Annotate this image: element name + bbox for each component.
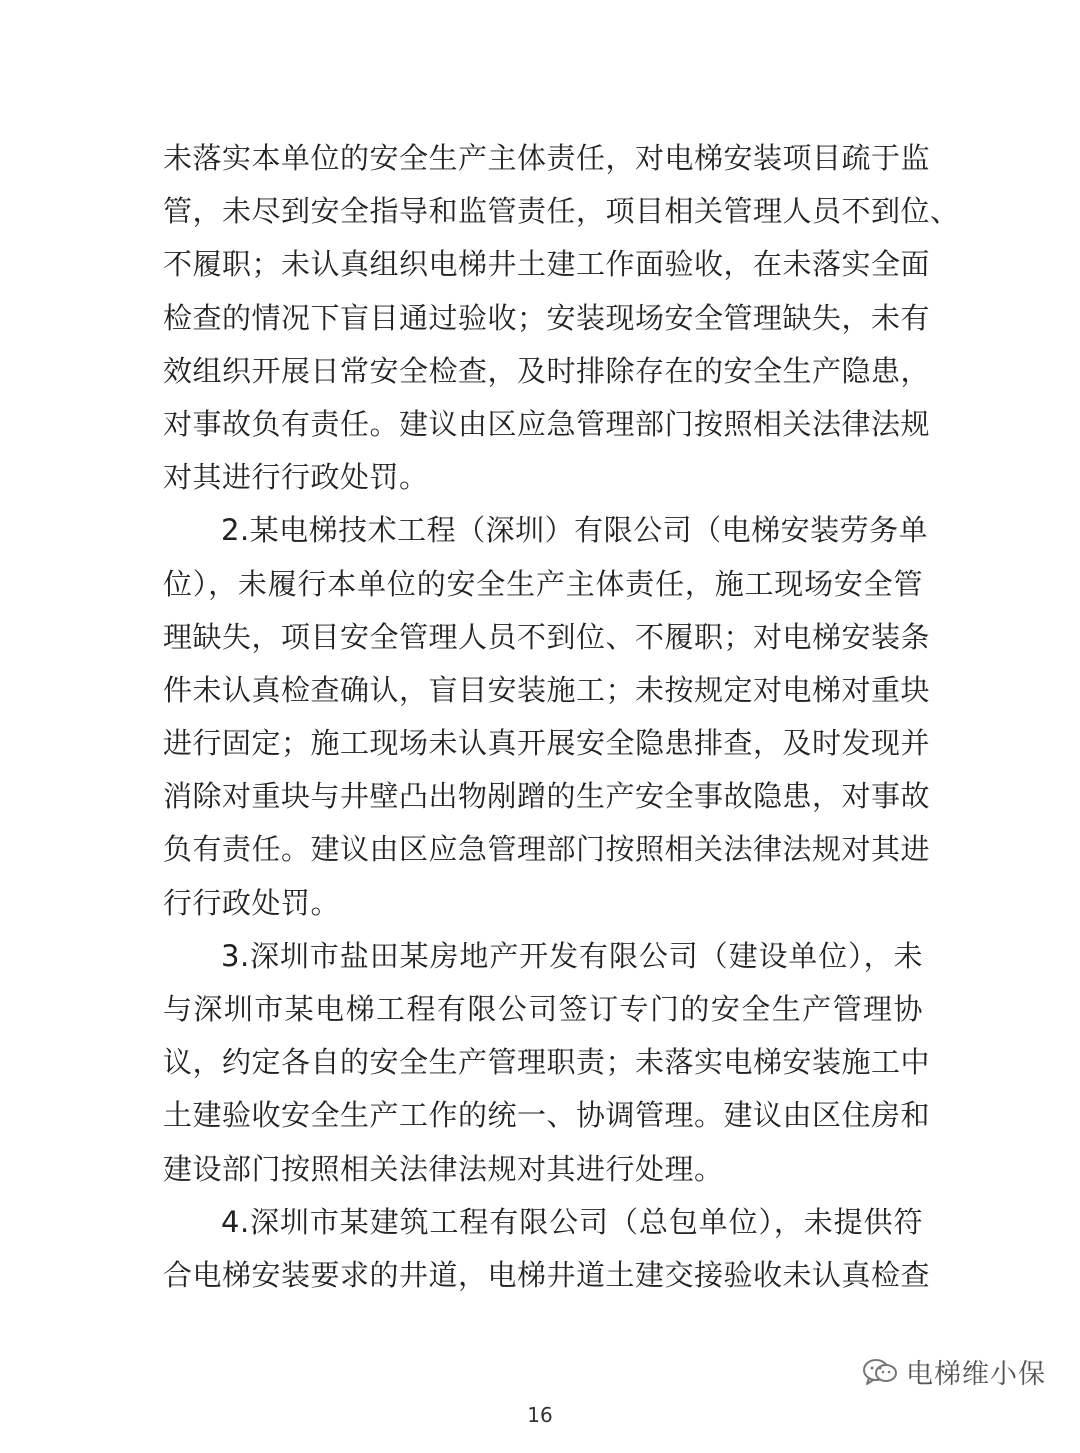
paragraph-line: 消除对重块与井壁凸出物剐蹭的生产安全事故隐患，对事故 — [163, 779, 931, 814]
paragraph-line: 行行政处罚。 — [163, 885, 341, 920]
wechat-official-account-icon — [862, 1357, 898, 1387]
paragraph-line: 件未认真检查确认，盲目安装施工；未按规定对电梯对重块 — [163, 672, 931, 707]
paragraph-line: 议，约定各自的安全生产管理职责；未落实电梯安装施工中 — [163, 1045, 931, 1080]
paragraph-line: 对事故负有责任。建议由区应急管理部门按照相关法律法规 — [163, 406, 931, 441]
paragraph-4 — [163, 1196, 931, 1302]
paragraph-line: 负有责任。建议由区应急管理部门按照相关法律法规对其进 — [163, 832, 931, 867]
paragraph-line: 管，未尽到安全指导和监管责任，项目相关管理人员不到位、 — [163, 194, 960, 229]
paragraph-3 — [163, 930, 931, 1196]
page-number: 16 — [527, 1403, 553, 1427]
paragraph-2 — [163, 504, 931, 930]
document-body — [163, 132, 960, 1302]
paragraph-line: 合电梯安装要求的井道，电梯井道土建交接验收未认真检查 — [163, 1257, 931, 1292]
paragraph-line: 与深圳市某电梯工程有限公司签订专门的安全生产管理协 — [163, 992, 923, 1026]
watermark-text: 电梯维小保 — [906, 1359, 1046, 1390]
paragraph-line: 理缺失，项目安全管理人员不到位、不履职；对电梯安装条 — [163, 619, 931, 654]
paragraph-line: 进行固定；施工现场未认真开展安全隐患排查，及时发现并 — [163, 726, 931, 761]
paragraph-line: 建设部门按照相关法律法规对其进行处理。 — [163, 1151, 724, 1186]
paragraph-line: 对其进行行政处罚。 — [163, 460, 429, 495]
watermark — [862, 1352, 1046, 1391]
paragraph-line: 3.深圳市盐田某房地产开发有限公司（建设单位），未 — [221, 938, 923, 973]
paragraph-line: 2.某电梯技术工程（深圳）有限公司（电梯安装劳务单 — [221, 513, 929, 548]
paragraph-line: 位），未履行本单位的安全生产主体责任，施工现场安全管 — [163, 566, 923, 601]
paragraph-line: 4.深圳市某建筑工程有限公司（总包单位），未提供符 — [221, 1204, 923, 1239]
paragraph-line: 不履职；未认真组织电梯井土建工作面验收，在未落实全面 — [163, 247, 931, 282]
paragraph-line: 未落实本单位的安全生产主体责任，对电梯安装项目疏于监 — [163, 141, 931, 175]
paragraph-line: 土建验收安全生产工作的统一、协调管理。建议由区住房和 — [163, 1098, 931, 1133]
paragraph-1 — [163, 132, 960, 504]
paragraph-line: 效组织开展日常安全检查，及时排除存在的安全生产隐患， — [163, 353, 931, 388]
paragraph-line: 检查的情况下盲目通过验收；安装现场安全管理缺失，未有 — [163, 300, 931, 335]
